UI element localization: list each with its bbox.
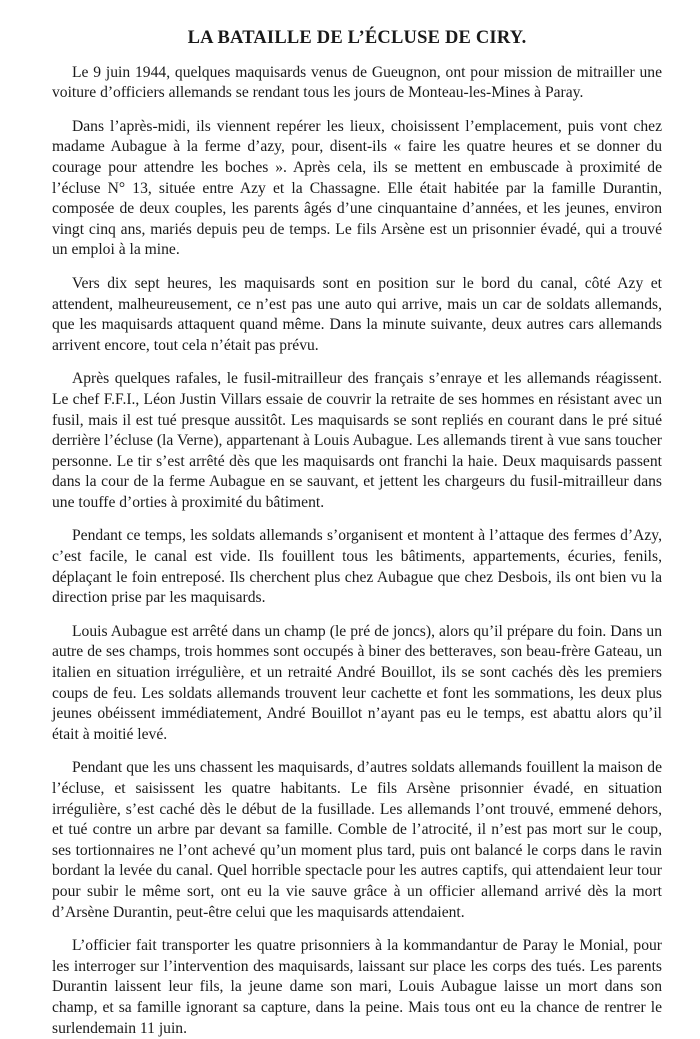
paragraph-3: Vers dix sept heures, les maquisards sont en position sur le bord du canal, côté Azy et attendent, malheureusement, ce n’est pas une auto qui arrive, mais un car de soldats allemands, que les maquisards attaquent quand même. Dans la minute suivante, deux autres cars allemands arrivent encore, tout cela n’était pas prévu.	[52, 274, 662, 354]
paragraph-8: L’officier fait transporter les quatre prisonniers à la kommandantur de Paray le Monial, pour les interroger sur l’intervention des maquisards, laissant sur place les corps des tués. Les parents Durantin laissent leur fils, la jeune dame son mari, Louis Aubague laisse un mort dans son champ, et sa famille ignorant sa capture, dans la peine. Mais tous ont eu la chance de rentrer le surlendemain 11 juin.	[52, 937, 662, 1037]
paragraph-1: Le 9 juin 1944, quelques maquisards venus de Gueugnon, ont pour mission de mitrailler une voiture d’officiers allemands se rendant tous les jours de Monteau-les-Mines à Paray.	[52, 63, 662, 102]
document-title: LA BATAILLE DE L’ÉCLUSE DE CIRY.	[187, 28, 527, 48]
paragraph-2: Dans l’après-midi, ils viennent repérer les lieux, choisissent l’emplacement, puis vont chez madame Aubague à la ferme d’azy, pour, disent-ils « faire les quatre heures et se donner du courage pour attendre les boches ». Après cela, ils se mettent en embuscade à proximité de l’écluse N° 13, située entre Azy et la Chassagne. Elle était habitée par la famille Durantin, composée de deux couples, les parents âgés d’une cinquantaine d’années, et les jeunes, environ vingt cinq ans, mariés depuis peu de temps. Le fils Arsène est un prisonnier évadé, qui a trouvé un emploi à la mine.	[52, 117, 662, 259]
paragraph-5: Pendant ce temps, les soldats allemands s’organisent et montent à l’attaque des fermes d’Azy, c’est facile, le canal est vide. Ils fouillent tous les bâtiments, appartements, écuries, fenils, déplaçant le foin entreposé. Ils cherchent plus chez Aubague que chez Desbois, ils ont bien vu la direction prise par les maquisards.	[52, 527, 662, 607]
paragraph-6: Louis Aubague est arrêté dans un champ (le pré de joncs), alors qu’il prépare du foin. Dans un autre de ses champs, trois hommes sont occupés à biner des betteraves, son beau-frère Gateau, un italien en situation irrégulière, et un retraité André Bouillot, ils se sont cachés dès les premiers coups de feu. Les soldats allemands trouvent leur cachette et font les sommations, les deux plus jeunes obéissent immédiatement, André Bouillot n’ayant pas eu le temps, est abattu alors qu’il était à moitié levé.	[52, 622, 662, 743]
paragraph-4: Après quelques rafales, le fusil-mitrailleur des français s’enraye et les allemands réagissent. Le chef F.F.I., Léon Justin Villars essaie de couvrir la retraite de ses hommes en résistant avec un fusil, mais il est tué presque aussitôt. Les maquisards se sont repliés en courant dans le pré situé derrière l’écluse (la Verne), appartenant à Louis Aubague. Les allemands tirent à vue sans toucher personne. Le tir s’est arrêté dès que les maquisards ont franchi la haie. Deux maquisards passent dans la cour de la ferme Aubague en se sauvant, et jettent les chargeurs du fusil-mitrailleur dans une touffe d’orties à proximité du bâtiment.	[52, 370, 662, 511]
paragraph-7: Pendant que les uns chassent les maquisards, d’autres soldats allemands fouillent la maison de l’écluse, et saisissent les quatre habitants. Le fils Arsène prisonnier évadé, en situation irrégulière, s’est caché dès le début de la fusillade. Les allemands l’ont trouvé, emmené dehors, et tué contre un arbre par devant sa famille. Comble de l’atrocité, il n’est pas mort sur le coup, ses tortionnaires ne l’ont achevé qu’un moment plus tard, puis ont balancé le corps dans le ravin bordant la levée du canal. Quel horrible spectacle pour les autres captifs, qui attendaient leur tour pour subir le même sort, ont eu la vie sauve grâce à un officier allemand arrivé dès la mort d’Arsène Durantin, peut-être celui que les maquisards attendaient.	[52, 759, 662, 921]
